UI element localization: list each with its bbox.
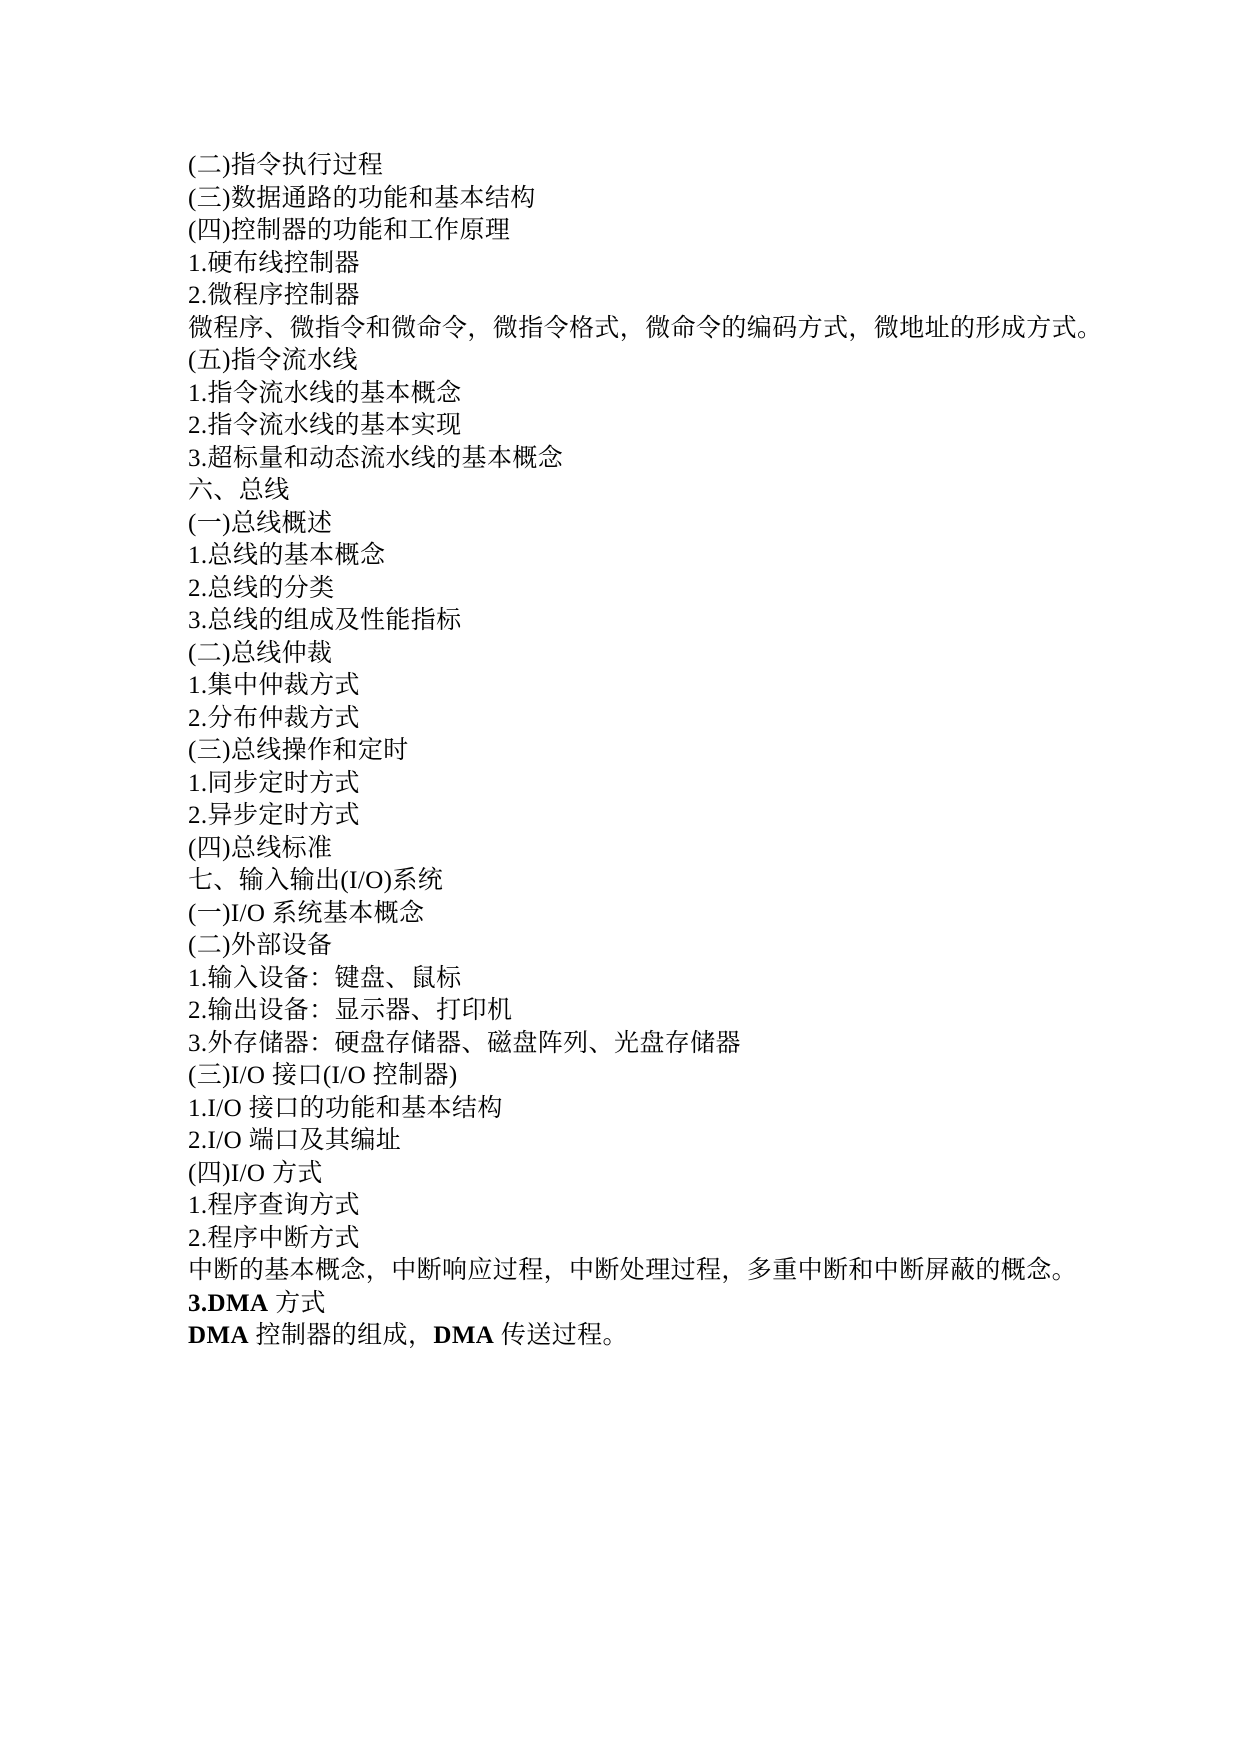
- list-item: 1.集中仲裁方式: [188, 672, 360, 699]
- dma-item-prefix: 3.DMA: [188, 1289, 269, 1317]
- subsection-heading: (三)数据通路的功能和基本结构: [188, 184, 536, 212]
- subsection-heading: (四)总线标准: [188, 834, 333, 862]
- list-item-dma: [188, 1288, 1108, 1321]
- dma-term: DMA: [188, 1322, 249, 1349]
- section-heading: 六、总线: [188, 477, 290, 504]
- dma-term: DMA: [433, 1322, 495, 1349]
- subsection-heading: (二)外部设备: [188, 932, 333, 959]
- list-item: 2.异步定时方式: [188, 802, 360, 829]
- dma-detail-part: 传送过程。: [494, 1322, 628, 1349]
- detail-text: 微程序、微指令和微命令，微指令格式，微命令的编码方式，微地址的形成方式。: [188, 314, 1103, 342]
- subsection-heading: (一)I/O 系统基本概念: [188, 899, 425, 927]
- list-item: 1.I/O 接口的功能和基本结构: [188, 1094, 503, 1122]
- list-item: 2.总线的分类: [188, 574, 335, 602]
- list-item: 1.同步定时方式: [188, 769, 360, 797]
- subsection-heading: (四)控制器的功能和工作原理: [188, 217, 511, 244]
- list-item: 3.总线的组成及性能指标: [188, 607, 462, 634]
- list-item: 3.外存储器：硬盘存储器、磁盘阵列、光盘存储器: [188, 1029, 741, 1057]
- subsection-heading: (四)I/O 方式: [188, 1159, 323, 1187]
- detail-text: 中断的基本概念，中断响应过程，中断处理过程，多重中断和中断屏蔽的概念。: [188, 1257, 1078, 1284]
- syllabus-outline: [188, 150, 1108, 1353]
- subsection-heading: (三)I/O 接口(I/O 控制器): [188, 1062, 458, 1089]
- list-item: 2.微程序控制器: [188, 282, 360, 309]
- list-item: 1.程序查询方式: [188, 1192, 360, 1219]
- list-item: 1.指令流水线的基本概念: [188, 379, 462, 407]
- subsection-heading: (三)总线操作和定时: [188, 737, 409, 764]
- list-item: 2.输出设备：显示器、打印机: [188, 997, 513, 1024]
- dma-detail-part: 控制器的组成，: [248, 1322, 434, 1349]
- list-item: 1.输入设备：键盘、鼠标: [188, 964, 462, 992]
- subsection-heading: (五)指令流水线: [188, 347, 358, 374]
- list-item: 2.程序中断方式: [188, 1224, 360, 1252]
- list-item: 1.硬布线控制器: [188, 249, 360, 277]
- list-item: 2.I/O 端口及其编址: [188, 1127, 402, 1154]
- section-heading: 七、输入输出(I/O)系统: [188, 867, 444, 894]
- list-item: 2.分布仲裁方式: [188, 704, 360, 732]
- dma-item-label: 方式: [268, 1289, 326, 1317]
- subsection-heading: (二)指令执行过程: [188, 152, 384, 179]
- detail-text-dma: [188, 1320, 1108, 1353]
- subsection-heading: (一)总线概述: [188, 509, 333, 537]
- list-item: 2.指令流水线的基本实现: [188, 412, 462, 439]
- list-item: 1.总线的基本概念: [188, 542, 386, 569]
- subsection-heading: (二)总线仲裁: [188, 639, 333, 667]
- list-item: 3.超标量和动态流水线的基本概念: [188, 444, 564, 472]
